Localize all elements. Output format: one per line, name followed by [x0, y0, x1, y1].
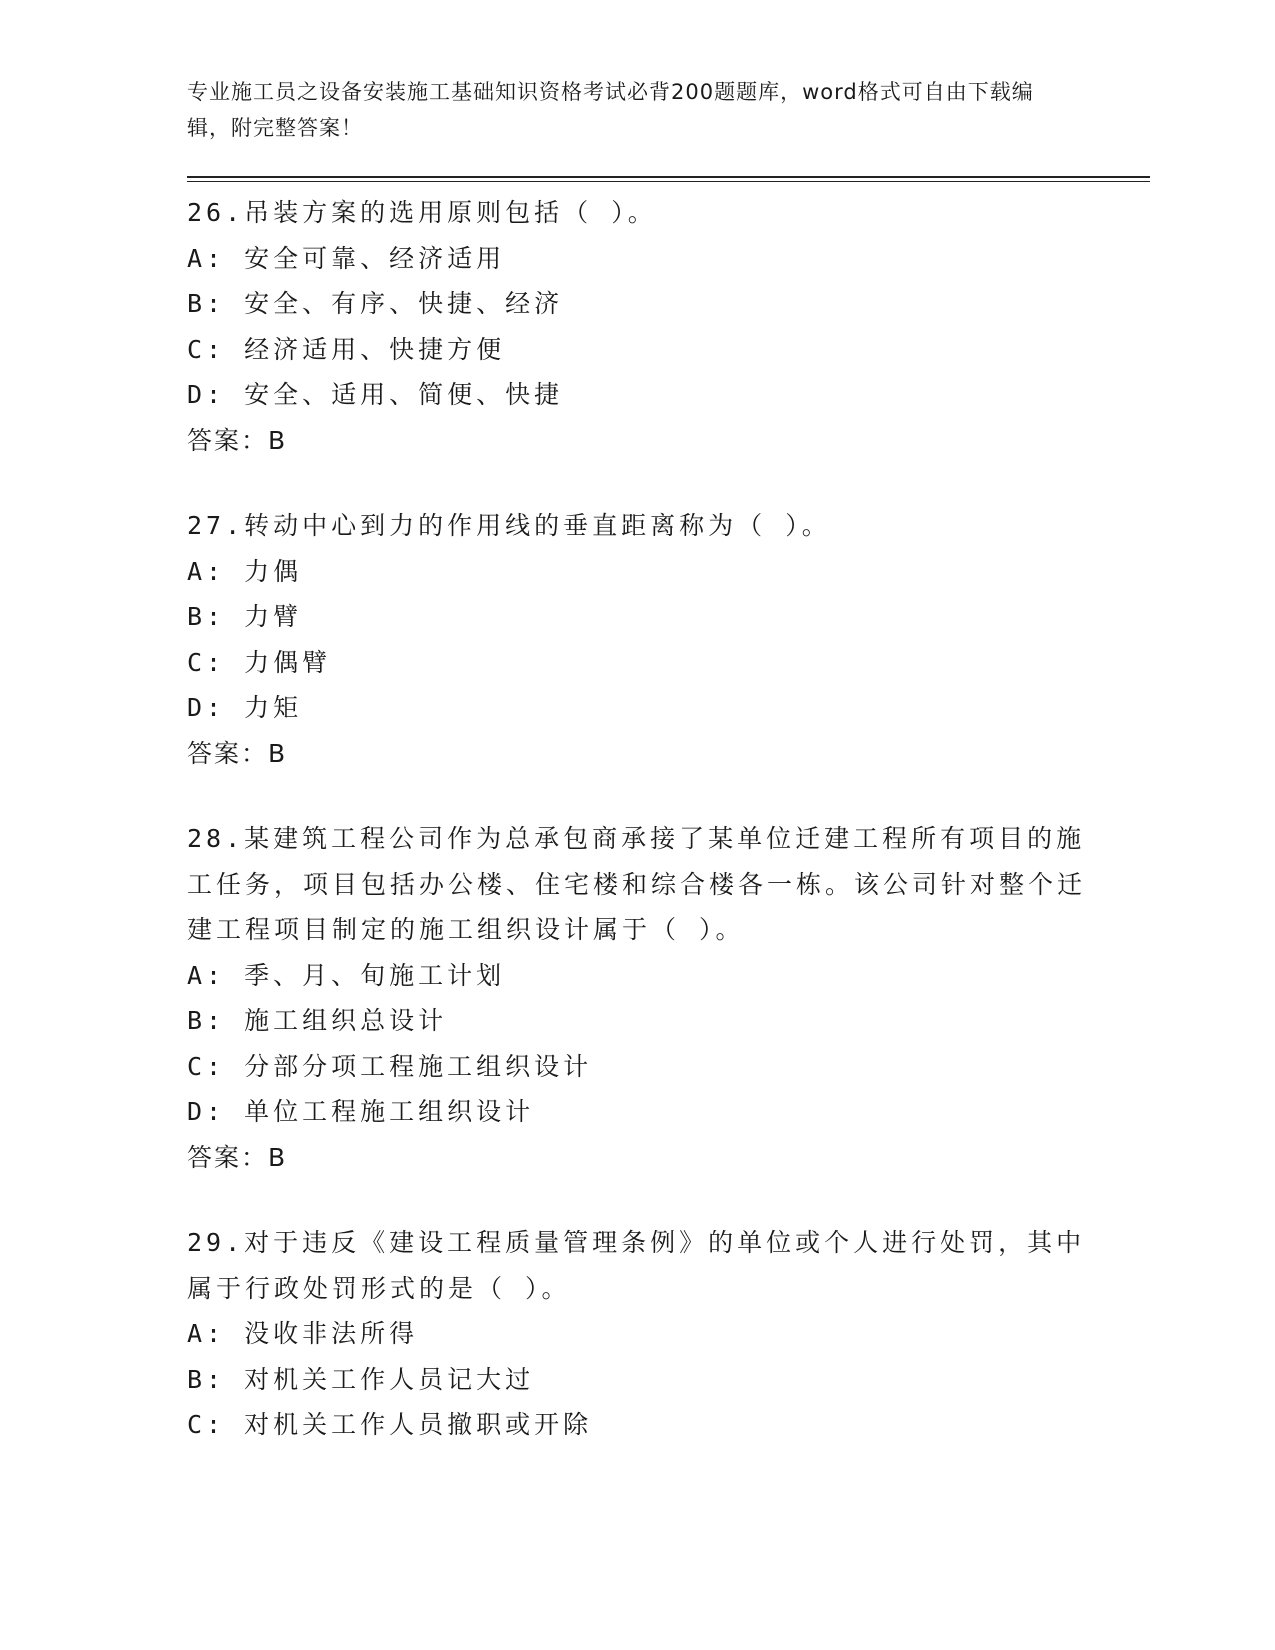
question-27	[187, 503, 1087, 776]
option-d: D: 安全、适用、简便、快捷	[187, 380, 564, 409]
answer: 答案：B	[187, 425, 288, 455]
option-b: B: 施工组织总设计	[187, 1006, 448, 1035]
header-divider	[187, 176, 1150, 182]
document-header: 专业施工员之设备安装施工基础知识资格考试必背200题题库，word格式可自由下载编辑，附完整答案！	[187, 80, 1034, 140]
option-c: C: 经济适用、快捷方便	[187, 334, 506, 364]
option-a: A: 安全可靠、经济适用	[187, 243, 506, 273]
option-c: C: 分部分项工程施工组织设计	[187, 1051, 593, 1081]
question-26	[187, 190, 1087, 463]
question-list	[187, 190, 1087, 1488]
question-28	[187, 816, 1087, 1180]
option-d: D: 单位工程施工组织设计	[187, 1097, 535, 1126]
option-d: D: 力矩	[187, 693, 303, 722]
question-stem: 27.转动中心到力的作用线的垂直距离称为（ ）。	[187, 511, 831, 540]
answer: 答案：B	[187, 738, 288, 768]
answer: 答案：B	[187, 1142, 288, 1172]
option-c: C: 对机关工作人员撤职或开除	[187, 1410, 593, 1439]
question-stem: 29.对于违反《建设工程质量管理条例》的单位或个人进行处罚，其中属于行政处罚形式的是（ ）。	[187, 1228, 1086, 1303]
question-stem: 28.某建筑工程公司作为总承包商承接了某单位迁建工程所有项目的施工任务，项目包括办公楼、住宅楼和综合楼各一栋。该公司针对整个迁建工程项目制定的施工组织设计属于（ ）。	[187, 824, 1087, 944]
option-a: A: 没收非法所得	[187, 1319, 419, 1348]
question-29	[187, 1220, 1087, 1448]
option-a: A: 力偶	[187, 556, 303, 586]
option-b: B: 对机关工作人员记大过	[187, 1364, 535, 1394]
option-b: B: 安全、有序、快捷、经济	[187, 289, 564, 318]
option-a: A: 季、月、旬施工计划	[187, 960, 506, 990]
question-stem: 26.吊装方案的选用原则包括（ ）。	[187, 198, 657, 227]
option-b: B: 力臂	[187, 602, 303, 631]
option-c: C: 力偶臂	[187, 647, 332, 677]
